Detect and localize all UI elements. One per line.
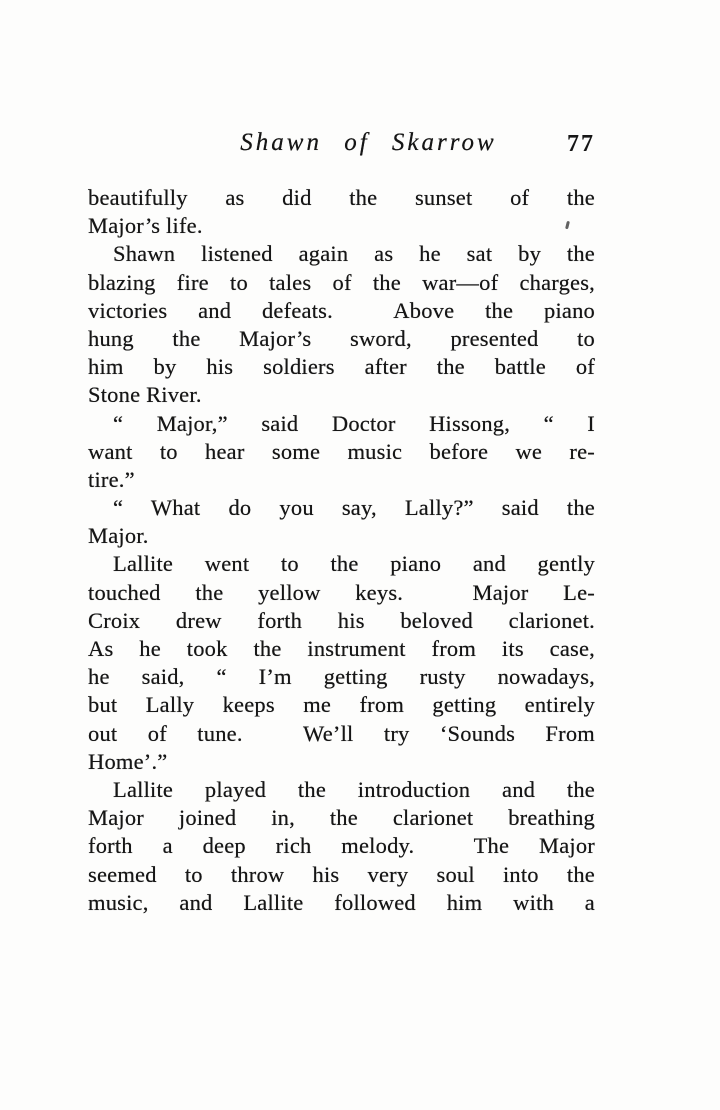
text-line: Major’s life. — [88, 213, 203, 239]
text-line: out of tune. We’ll try ‘Sounds From — [88, 720, 595, 746]
text-line: forth a deep rich melody. The Major — [88, 833, 595, 859]
text-line: beautifully as did the sunset of the — [88, 185, 595, 210]
text-line: touched the yellow keys. Major Le- — [88, 579, 595, 605]
text-line: tire.” — [88, 466, 135, 492]
page-header — [88, 127, 595, 161]
text-line: Stone River. — [88, 382, 202, 408]
text-line: hung the Major’s sword, presented to — [88, 325, 595, 351]
text-line: “ What do you say, Lally?” said the — [113, 495, 595, 521]
text-line: seemed to throw his very soul into the — [88, 861, 595, 887]
text-line: Major. — [88, 523, 149, 549]
text-line: Lallite played the introduction and the — [113, 776, 595, 802]
text-line: blazing fire to tales of the war—of charges, — [88, 269, 595, 295]
text-line: Major joined in, the clarionet breathing — [88, 805, 595, 831]
text-line: Shawn listened again as he sat by the — [113, 241, 595, 267]
text-line: Home’.” — [88, 748, 168, 774]
page-number: 77 — [567, 131, 595, 157]
text-line: “ Major,” said Doctor Hissong, “ I — [113, 410, 595, 436]
text-line: victories and defeats. Above the piano — [88, 297, 595, 323]
text-line: him by his soldiers after the battle of — [88, 354, 595, 380]
body-text — [88, 184, 595, 917]
text-line: want to hear some music before we re- — [88, 438, 595, 464]
text-line: music, and Lallite followed him with a — [88, 889, 595, 915]
text-line: Croix drew forth his beloved clarionet. — [88, 607, 595, 633]
text-line: As he took the instrument from its case, — [88, 636, 595, 661]
text-line: but Lally keeps me from getting entirely — [88, 692, 595, 718]
text-line: he said, “ I’m getting rusty nowadays, — [88, 664, 595, 690]
running-title: Shawn of Skarrow — [240, 129, 497, 156]
text-line: Lallite went to the piano and gently — [113, 551, 595, 577]
